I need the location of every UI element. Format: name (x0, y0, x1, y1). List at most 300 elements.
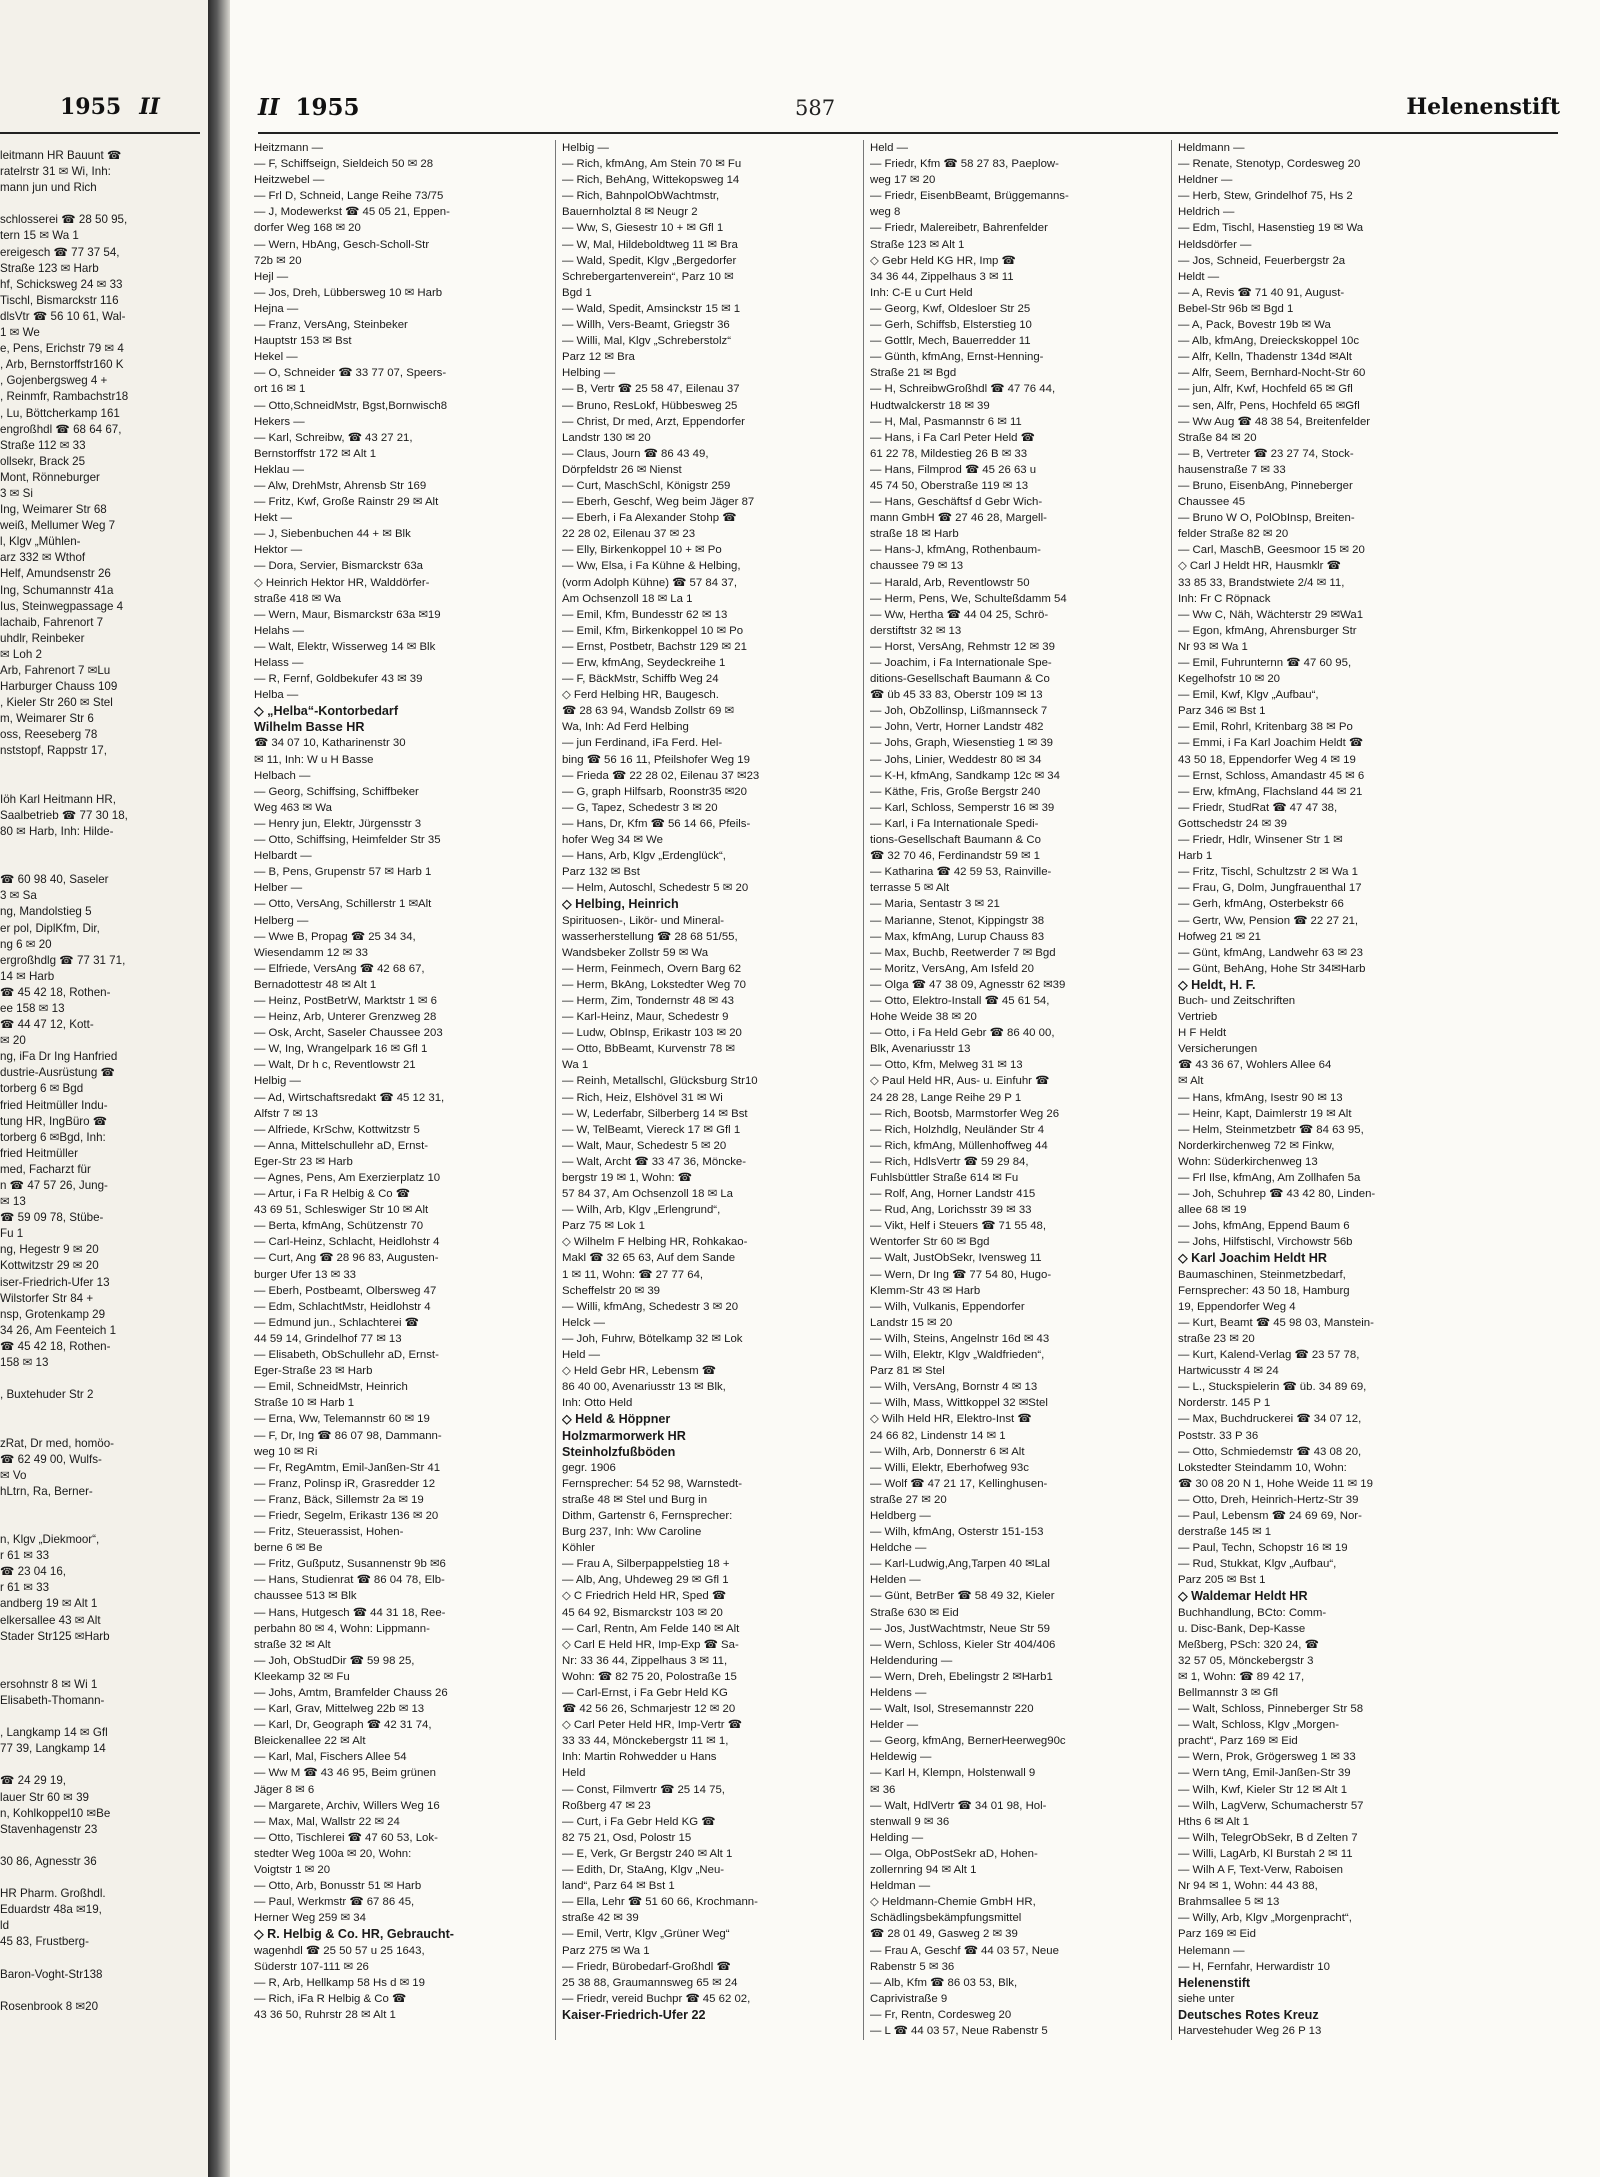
directory-entry-line: — Egon, kfmAng, Ahrensburger Str (1178, 624, 1357, 637)
directory-entry-line: ◇ Carl E Held HR, Imp-Exp ☎ Sa- (562, 1638, 739, 1651)
directory-entry-line: 57 84 37, Am Ochsenzoll 18 ✉ La (562, 1188, 734, 1201)
surname-heading: Helck — (562, 1316, 606, 1329)
directory-entry-line: mann GmbH ☎ 27 46 28, Margell- (870, 512, 1047, 525)
left-page-line: , Buxtehuder Str 2 (0, 1388, 94, 1402)
left-page-line: 1 ✉ We (0, 326, 40, 340)
directory-entry-line: — J, Siebenbuchen 44 + ✉ Blk (254, 528, 411, 541)
directory-entry-line: — Otto, BbBeamt, Kurvenstr 78 ✉ (562, 1043, 735, 1056)
left-page-line: n, Kohlkoppel10 ✉Be (0, 1806, 111, 1820)
directory-entry-line: — Alb, kfmAng, Dreieckskoppel 10c (1178, 335, 1360, 348)
directory-entry-line: — Helm, Steinmetzbetr ☎ 84 63 95, (1178, 1123, 1364, 1136)
directory-entry-line: hofer Weg 34 ✉ We (562, 834, 663, 847)
directory-entry-line: — Hans, Dr, Kfm ☎ 56 14 66, Pfeils- (562, 817, 751, 830)
directory-entry-line: ☎ 30 08 20 N 1, Hohe Weide 11 ✉ 19 (1178, 1477, 1373, 1490)
directory-entry-line: — Georg, Kwf, Oldesloer Str 25 (870, 302, 1031, 315)
directory-entry-line: Wentorfer Str 60 ✉ Bgd (870, 1236, 990, 1249)
directory-entry-line: Parz 132 ✉ Bst (562, 866, 640, 879)
left-page-line: Saalbetrieb ☎ 77 30 18, (0, 808, 128, 822)
left-page-line: ✉ Vo (0, 1468, 27, 1482)
left-page-line: ng 6 ✉ 20 (0, 937, 52, 951)
directory-entry-line: — Erna, Ww, Telemannstr 60 ✉ 19 (254, 1413, 430, 1426)
directory-entry-line: — Rich, Heiz, Elshövel 31 ✉ Wi (562, 1091, 723, 1104)
directory-entry-line: H F Heldt (1178, 1027, 1227, 1040)
directory-entry-line: ◇ Carl J Heldt HR, Hausmklr ☎ (1178, 560, 1341, 573)
surname-heading: Hekers — (254, 415, 305, 428)
directory-entry-line: 25 38 88, Graumannsweg 65 ✉ 24 (562, 1976, 738, 1989)
directory-entry-line: — Ww C, Näh, Wächterstr 29 ✉Wa1 (1178, 608, 1364, 621)
directory-entry-line: Gottschedstr 24 ✉ 39 (1178, 817, 1287, 830)
directory-entry-line: — Wilh, VersAng, Bornstr 4 ✉ 13 (870, 1381, 1038, 1394)
left-page-line: torberg 6 ✉Bgd, Inh: (0, 1130, 106, 1144)
directory-entry-line: Deutsches Rotes Kreuz (1178, 2007, 1319, 2022)
surname-heading: Helbing — (562, 367, 616, 380)
directory-entry-line: — Max, Buchdruckerei ☎ 34 07 12, (1178, 1413, 1362, 1426)
directory-entry-line: — Kurt, Kalend-Verlag ☎ 23 57 78, (1178, 1349, 1360, 1362)
directory-entry-line: — Wilh, Mass, Wittkoppel 32 ✉Stel (870, 1397, 1048, 1410)
left-page-line: ereigesch ☎ 77 37 54, (0, 245, 120, 259)
directory-entry-line: — Walt, Schloss, Pinneberger Str 58 (1178, 1703, 1364, 1716)
directory-entry-line: — Edm, Tischl, Hasenstieg 19 ✉ Wa (1178, 222, 1364, 235)
left-page-line (0, 1516, 206, 1532)
directory-entry-line: — Käthe, Fris, Große Bergstr 240 (870, 785, 1041, 798)
directory-entry-line: — W, Mal, Hildeboldtweg 11 ✉ Bra (562, 238, 738, 251)
directory-entry-line: — Heinz, PostBetrW, Marktstr 1 ✉ 6 (254, 994, 437, 1007)
directory-entry-line: ◇ Paul Held HR, Aus- u. Einfuhr ☎ (870, 1075, 1050, 1088)
directory-entry-line: — Willi, Mal, Klgv „Schreberstolz“ (562, 335, 731, 348)
directory-entry-line: — Wald, Spedit, Amsinckstr 15 ✉ 1 (562, 302, 741, 315)
directory-entry-line: — Karl, Schloss, Semperstr 16 ✉ 39 (870, 801, 1055, 814)
directory-entry-line: Schädlingsbekämpfungsmittel (870, 1912, 1022, 1925)
left-page-line (0, 1661, 206, 1677)
directory-entry-line: — Horst, VersAng, Rehmstr 12 ✉ 39 (870, 640, 1055, 653)
directory-entry-line: bergstr 19 ✉ 1, Wohn: ☎ (562, 1172, 692, 1184)
directory-entry-line: stenwall 9 ✉ 36 (870, 1815, 950, 1828)
directory-entry-line: — Elisabeth, ObSchullehr aD, Ernst- (254, 1349, 439, 1362)
directory-entry-line: — Ww, Hertha ☎ 44 04 25, Schrö- (870, 608, 1049, 621)
directory-entry-line: — Johs, Linier, Weddestr 80 ✉ 34 (870, 753, 1042, 766)
directory-entry-line: — F, Schiffseign, Sieldeich 50 ✉ 28 (254, 158, 434, 171)
directory-entry-line: — Hans, kfmAng, Isestr 90 ✉ 13 (1178, 1091, 1343, 1104)
directory-entry-line: straße 32 ✉ Alt (254, 1638, 331, 1651)
surname-heading: Heldsdörfer — (1178, 238, 1252, 251)
directory-entry-line: — Max, Buchb, Reetwerder 7 ✉ Bgd (870, 946, 1056, 959)
directory-entry-line: — Eberh, i Fa Alexander Stohp ☎ (562, 512, 737, 525)
column-divider (1171, 140, 1172, 2040)
directory-entry-line: — Kurt, Beamt ☎ 45 98 03, Manstein- (1178, 1316, 1374, 1329)
directory-entry-line: — Wern tAng, Emil-Janßen-Str 39 (1178, 1767, 1351, 1780)
left-page-line: mann jun und Rich (0, 181, 97, 195)
directory-entry-line: — Hans, i Fa Carl Peter Held ☎ (870, 431, 1035, 444)
directory-entry-line: 61 22 78, Mildestieg 26 B ✉ 33 (870, 447, 1028, 460)
directory-entry-line: ◇ Karl Joachim Heldt HR (1178, 1251, 1327, 1266)
directory-entry-line: — Carl-Heinz, Schlacht, Heidlohstr 4 (254, 1236, 440, 1249)
directory-entry-line: ☎ 43 36 67, Wohlers Allee 64 (1178, 1059, 1332, 1072)
directory-entry-line: — Herb, Stew, Grindelhof 75, Hs 2 (1178, 190, 1353, 203)
directory-entry-line: — Wern, Dr Ing ☎ 77 54 80, Hugo- (870, 1268, 1052, 1281)
left-page-line (0, 1645, 206, 1661)
left-page-line: Ius, Steinwegpassage 4 (0, 599, 124, 613)
left-page-line (0, 196, 206, 212)
directory-entry-line: — Frl D, Schneid, Lange Reihe 73/75 (254, 190, 444, 203)
directory-entry-line: 19, Eppendorfer Weg 4 (1178, 1300, 1296, 1313)
left-header-rule (0, 132, 200, 134)
surname-heading: Heldrich — (1178, 206, 1235, 219)
left-page-line (0, 1951, 206, 1967)
directory-entry-line: — Walt, Dr h c, Reventlowstr 21 (254, 1059, 416, 1072)
directory-entry-line: — Const, Filmvertr ☎ 25 14 75, (562, 1783, 725, 1796)
directory-entry-line: — Harald, Arb, Reventlowstr 50 (870, 576, 1030, 589)
header-volume: II (258, 94, 280, 121)
directory-entry-line: — B, Vertreter ☎ 23 27 74, Stock- (1178, 447, 1354, 460)
directory-entry-line: — Alfriede, KrSchw, Kottwitzstr 5 (254, 1123, 420, 1136)
directory-entry-line: — Hans, Studienrat ☎ 86 04 78, Elb- (254, 1574, 445, 1587)
surname-heading: Helbig — (254, 1075, 301, 1088)
directory-entry-line: — Friedr, Hdlr, Winsener Str 1 ✉ (1178, 834, 1343, 847)
left-page-line: Rosenbrook 8 ✉20 (0, 1999, 99, 2013)
directory-entry-line: 33 33 44, Mönckebergstr 11 ✉ 1, (562, 1735, 729, 1748)
directory-entry-line: — Wilh, kfmAng, Osterstr 151-153 (870, 1526, 1044, 1539)
directory-entry-line: — Otto, Schiffsing, Heimfelder Str 35 (254, 834, 441, 847)
facing-page-left (0, 0, 209, 2177)
left-page-line: ☎ 59 09 78, Stübe- (0, 1211, 104, 1225)
directory-entry-line: — Willi, kfmAng, Schedestr 3 ✉ 20 (562, 1300, 739, 1313)
left-page-line: 30 86, Agnesstr 36 (0, 1854, 97, 1868)
surname-heading: Hekt — (254, 512, 292, 525)
directory-entry-line: u. Disc-Bank, Dep-Kasse (1178, 1622, 1306, 1635)
directory-entry-line: — Fritz, Gußputz, Susannenstr 9b ✉6 (254, 1558, 446, 1571)
directory-entry-line: Parz 275 ✉ Wa 1 (562, 1944, 650, 1957)
left-page-line: Harburger Chauss 109 (0, 680, 118, 694)
surname-heading: Heldche — (870, 1542, 927, 1555)
directory-entry-line: Poststr. 33 P 36 (1178, 1429, 1259, 1442)
directory-entry-line: — Hans, Hutgesch ☎ 44 31 18, Ree- (254, 1606, 446, 1619)
left-page-line: ☎ 44 47 12, Kott- (0, 1018, 94, 1032)
directory-entry-line: ✉ 11, Inh: W u H Basse (254, 753, 374, 766)
directory-entry-line: — Gertr, Ww, Pension ☎ 22 27 21, (1178, 914, 1359, 927)
directory-entry-line: Straße 123 ✉ Alt 1 (870, 238, 965, 251)
directory-entry-line: — Henry jun, Elektr, Jürgensstr 3 (254, 817, 422, 830)
directory-entry-line: Brahmsallee 5 ✉ 13 (1178, 1896, 1280, 1909)
directory-entry-line: Bernstorffstr 172 ✉ Alt 1 (254, 447, 377, 460)
directory-entry-line: — G, Tapez, Schedestr 3 ✉ 20 (562, 801, 718, 814)
directory-entry-line: — Otto, Arb, Bonusstr 51 ✉ Harb (254, 1880, 422, 1893)
surname-heading: Hektor — (254, 544, 303, 557)
directory-entry-line: straße 27 ✉ 20 (870, 1493, 947, 1506)
directory-entry-line: gegr. 1906 (562, 1461, 616, 1474)
directory-entry-line: 1 ✉ 11, Wohn: ☎ 27 77 64, (562, 1268, 704, 1281)
directory-entry-line: Straße 10 ✉ Harb 1 (254, 1397, 355, 1410)
left-page-line: ng, Mandolstieg 5 (0, 905, 92, 919)
directory-entry-line: Blk, Avenariusstr 13 (870, 1043, 971, 1056)
directory-entry-line: — Ernst, Postbetr, Bachstr 129 ✉ 21 (562, 640, 747, 653)
surname-heading: Helber — (254, 882, 303, 895)
directory-entry-line: — Johs, Amtm, Bramfelder Chauss 26 (254, 1687, 448, 1699)
directory-entry-line: 22 28 02, Eilenau 37 ✉ 23 (562, 528, 696, 541)
surname-heading: Heldt — (1178, 270, 1220, 283)
directory-entry-line: — Gerh, kfmAng, Osterbekstr 66 (1178, 898, 1344, 911)
directory-entry-line: — Ad, Wirtschaftsredakt ☎ 45 12 31, (254, 1091, 445, 1104)
surname-heading: Hejna — (254, 302, 299, 315)
directory-entry-line: — Marianne, Stenot, Kippingstr 38 (870, 914, 1045, 927)
directory-entry-line: — Claus, Journ ☎ 86 43 49, (562, 447, 709, 460)
left-page-line: hf, Schicksweg 24 ✉ 33 (0, 277, 123, 291)
directory-entry-line: — Reinh, Metallschl, Glücksburg Str10 (562, 1075, 758, 1088)
directory-entry-line: — Emil, Kfm, Bundesstr 62 ✉ 13 (562, 608, 728, 621)
directory-entry-line: — B, Vertr ☎ 25 58 47, Eilenau 37 (562, 383, 740, 396)
directory-entry-line: — Joachim, i Fa Internationale Spe- (870, 657, 1052, 669)
directory-entry-line: Helenenstift (1178, 1975, 1251, 1990)
directory-entry-line: Roßberg 47 ✉ 23 (562, 1799, 651, 1812)
left-page-line: lauer Str 60 ✉ 39 (0, 1790, 89, 1804)
surname-heading: Hekel — (254, 351, 298, 364)
left-page-line: fried Heitmüller (0, 1146, 78, 1160)
directory-entry-line: Fernsprecher: 54 52 98, Warnstedt- (562, 1477, 743, 1490)
surname-heading: Hejl — (254, 270, 289, 283)
directory-entry-line: — Edmund jun., Schlachterei ☎ (254, 1316, 419, 1329)
left-page-line (0, 856, 206, 872)
left-page-line: Iöh Karl Heitmann HR, (0, 792, 116, 806)
directory-entry-line: — J, Modewerkst ☎ 45 05 21, Eppen- (254, 206, 450, 219)
directory-entry-line: Straße 84 ✉ 20 (1178, 431, 1257, 444)
left-page-line (0, 1500, 206, 1516)
surname-heading: Helba — (254, 689, 299, 702)
directory-entry-line: — Otto,SchneidMstr, Bgst,Bornwisch8 (254, 399, 448, 412)
directory-entry-line: straße 48 ✉ Stel und Burg in (562, 1493, 708, 1506)
directory-entry-line: — Walt, Archt ☎ 33 47 36, Mönckе- (562, 1155, 747, 1168)
directory-entry-line: Spirituosen-, Likör- und Mineral- (562, 914, 725, 927)
left-page-line (0, 1709, 206, 1725)
directory-entry-line: Parz 205 ✉ Bst 1 (1178, 1574, 1266, 1587)
directory-entry-line: ◇ Heldt, H. F. (1178, 977, 1256, 992)
left-header-year: 1955 (60, 94, 122, 120)
directory-entry-line: — H, Fernfahr, Herwardistr 10 (1178, 1960, 1330, 1973)
directory-entry-line: perbahn 80 ✉ 4, Wohn: Lippmann- (254, 1622, 430, 1635)
left-page-line: lachaib, Fahrenort 7 (0, 615, 104, 629)
left-page-line: Ing, Schumannstr 41a (0, 583, 114, 597)
left-page-line: 45 83, Frustberg- (0, 1935, 89, 1949)
left-page-line: iser-Friedrich-Ufer 13 (0, 1275, 110, 1289)
surname-heading: Helbig — (562, 142, 609, 154)
directory-entry-line: — Rich, BehAng, Wittekopsweg 14 (562, 174, 740, 187)
directory-entry-line: Bleickenallee 22 ✉ Alt (254, 1735, 366, 1748)
directory-entry-line: straße 23 ✉ 20 (1178, 1332, 1255, 1345)
directory-entry-line: Hofweg 21 ✉ 21 (1178, 930, 1261, 943)
directory-entry-line: — Frau A, Silberpappelstieg 18 + (562, 1558, 730, 1571)
directory-entry-line: Norderkirchenweg 72 ✉ Finkw, (1178, 1139, 1335, 1152)
directory-entry-line: 24 28 28, Lange Reihe 29 P 1 (870, 1091, 1022, 1104)
left-page-line: Helf, Amundsenstr 26 (0, 567, 111, 581)
directory-entry-line: — G, graph Hilfsarb, Roonstr35 ✉20 (562, 785, 747, 798)
directory-entry-line: — W, Ing, Wrangelpark 16 ✉ Gfl 1 (254, 1043, 428, 1056)
directory-entry-line: — Friedr, StudRat ☎ 47 47 38, (1178, 801, 1338, 814)
directory-entry-line: ✉ 36 (870, 1783, 896, 1796)
surname-heading: Helding — (870, 1831, 924, 1844)
directory-entry-line: Holzmarmorwerk HR (562, 1428, 686, 1443)
directory-entry-line: ◇ Carl Peter Held HR, Imp-Vertr ☎ (562, 1719, 742, 1732)
directory-entry-line: Baumaschinen, Steinmetzbedarf, (1178, 1268, 1346, 1281)
directory-entry-line: ◇ Wilhelm F Helbing HR, Rohkakao- (562, 1236, 748, 1249)
left-page-line: zRat, Dr med, homöo- (0, 1436, 115, 1450)
directory-entry-line: Inh: Martin Rohwedder u Hans (562, 1751, 717, 1764)
directory-entry-line: — Karl H, Klempn, Holstenwall 9 (870, 1767, 1036, 1780)
directory-entry-line: — W, TelBeamt, Viereck 17 ✉ Gfl 1 (562, 1123, 741, 1136)
directory-entry-line: Landstr 15 ✉ 20 (870, 1316, 953, 1329)
directory-entry-line: — Georg, kfmAng, BernerHeerweg90c (870, 1735, 1066, 1748)
directory-entry-line: — Ludw, ObInsp, Erikastr 103 ✉ 20 (562, 1027, 742, 1040)
directory-entry-line: — O, Schneider ☎ 33 77 07, Speers- (254, 367, 447, 380)
directory-entry-line: — Karl, Mal, Fischers Allee 54 (254, 1751, 407, 1764)
surname-heading: Helbardt — (254, 850, 312, 863)
left-page-line: ☎ 23 04 16, (0, 1565, 67, 1579)
directory-entry-line: Straße 21 ✉ Bgd (870, 367, 957, 380)
directory-entry-line: — Günt, BetrBer ☎ 58 49 32, Kieler (870, 1590, 1055, 1603)
directory-entry-line: 43 36 50, Ruhrstr 28 ✉ Alt 1 (254, 2008, 396, 2021)
directory-entry-line: — Herm, Pens, We, Schulteßdamm 54 (870, 592, 1067, 605)
directory-entry-line: Kleekamp 32 ✉ Fu (254, 1670, 350, 1683)
left-page-line: ✉ 13 (0, 1195, 26, 1209)
directory-entry-line: — Willi, LagArb, Kl Burstah 2 ✉ 11 (1178, 1847, 1353, 1860)
left-page-text (0, 148, 206, 2015)
directory-entry-line: — Ernst, Schloss, Amandastr 45 ✉ 6 (1178, 769, 1365, 782)
directory-entry-line: zollernring 94 ✉ Alt 1 (870, 1864, 977, 1877)
directory-entry-line: ◇ Gebr Held KG HR, Imp ☎ (870, 254, 1016, 267)
left-page-line (0, 1371, 206, 1387)
directory-entry-line: — Paul, Techn, Schopstr 16 ✉ 19 (1178, 1542, 1348, 1555)
directory-entry-line: Weg 463 ✉ Wa (254, 801, 332, 814)
directory-entry-line: — Joh, Fuhrw, Bötelkamp 32 ✉ Lok (562, 1332, 743, 1345)
directory-entry-line: Landstr 130 ✉ 20 (562, 431, 651, 444)
directory-entry-line: ◇ Held & Höppner (562, 1412, 671, 1427)
directory-entry-line: Parz 12 ✉ Bra (562, 351, 635, 364)
section-heading: Helenenstift (1406, 94, 1560, 120)
left-page-line: e, Pens, Erichstr 79 ✉ 4 (0, 342, 124, 356)
directory-entry-line: — Alfr, Kelln, Thadenstr 134d ✉Alt (1178, 351, 1352, 364)
directory-entry-line: — Bruno, EisenbAng, Pinneberger (1178, 479, 1353, 492)
directory-entry-line: — jun, Alfr, Kwf, Hochfeld 65 ✉ Gfl (1178, 383, 1353, 396)
directory-entry-line: — Emil, Kfm, Birkenkoppel 10 ✉ Po (562, 624, 744, 637)
directory-entry-line: Parz 75 ✉ Lok 1 (562, 1220, 645, 1233)
directory-entry-line: — Joh, ObStudDir ☎ 59 98 25, (254, 1654, 415, 1667)
directory-entry-line: ☎ 42 56 26, Schmarjestr 12 ✉ 20 (562, 1703, 736, 1716)
directory-entry-line: derstiftstr 32 ✉ 13 (870, 624, 962, 637)
directory-entry-line: Dithm, Gartenstr 6, Fernsprecher: (562, 1509, 733, 1522)
directory-entry-line: Inh: Fr C Röpnack (1178, 592, 1271, 605)
directory-entry-line: — Curt, MaschSchl, Königstr 259 (562, 479, 731, 492)
left-page-line (0, 776, 206, 792)
left-page-line: r 61 ✉ 33 (0, 1549, 50, 1563)
directory-entry-line: stedter Weg 100a ✉ 20, Wohn: (254, 1847, 412, 1860)
directory-entry-line: — Otto, Schmiedemstr ☎ 43 08 20, (1178, 1445, 1362, 1458)
surname-heading: Helberg — (254, 914, 309, 927)
directory-entry-line: — Wilh, Arb, Klgv „Erlengrund“, (562, 1204, 721, 1217)
directory-entry-line: — Günth, kfmAng, Ernst-Henning- (870, 351, 1044, 364)
directory-entry-line: — Friedr, EisenbBeamt, Brüggemanns- (870, 190, 1069, 203)
directory-entry-line: Buchhandlung, BCto: Comm- (1178, 1606, 1327, 1619)
column-divider (863, 140, 864, 2040)
directory-entry-line: Köhler (562, 1542, 595, 1555)
directory-entry-line: — Walt, Schloss, Klgv „Morgen- (1178, 1719, 1339, 1732)
left-page-line (0, 1870, 206, 1886)
surname-heading: Heitzwebel — (254, 174, 325, 187)
directory-entry-line: — Fr, RegAmtm, Emil-Janßen-Str 41 (254, 1461, 441, 1474)
surname-heading: Helass — (254, 657, 304, 669)
directory-entry-line: — Hans-J, kfmAng, Rothenbaum- (870, 544, 1041, 557)
left-page-line: uhdlr, Reinbeker (0, 631, 85, 645)
directory-entry-line: Süderstr 107-111 ✉ 26 (254, 1960, 369, 1973)
directory-entry-line: 45 74 50, Oberstraße 119 ✉ 13 (870, 479, 1029, 492)
directory-entry-line: Dörpfeldstr 26 ✉ Nienst (562, 463, 682, 476)
directory-entry-line: ◇ Waldemar Heldt HR (1178, 1589, 1308, 1604)
directory-column-4 (1178, 140, 1470, 2100)
directory-entry-line: Hartwicusstr 4 ✉ 24 (1178, 1365, 1279, 1378)
directory-entry-line: — Rich, Bootsb, Marmstorfer Weg 26 (870, 1107, 1060, 1120)
directory-entry-line: — Emil, Fuhrunternn ☎ 47 60 95, (1178, 657, 1352, 669)
directory-entry-line: Jäger 8 ✉ 6 (254, 1783, 315, 1796)
left-page-line: hLtrn, Ra, Berner- (0, 1484, 93, 1498)
left-page-line: tern 15 ✉ Wa 1 (0, 229, 79, 243)
directory-entry-line: 43 50 18, Eppendorfer Weg 4 ✉ 19 (1178, 753, 1356, 766)
left-page-line: ersohnstr 8 ✉ Wi 1 (0, 1677, 98, 1691)
left-page-line: , Reinmfr, Rambachstr18 (0, 390, 129, 404)
left-page-line: Stavenhagenstr 23 (0, 1822, 98, 1836)
directory-entry-line: — Wilh, LagVerw, Schumacherstr 57 (1178, 1799, 1364, 1812)
directory-entry-line: Wohn: ☎ 82 75 20, Polostraße 15 (562, 1670, 737, 1683)
directory-entry-line: Vertrieb (1178, 1011, 1218, 1024)
directory-entry-line: — Paul, Lebensm ☎ 24 69 69, Nor- (1178, 1509, 1362, 1522)
directory-entry-line: Klemm-Str 43 ✉ Harb (870, 1284, 981, 1297)
directory-entry-line: Wa 1 (562, 1059, 589, 1072)
directory-entry-line: Wiesendamm 12 ✉ 33 (254, 946, 369, 959)
left-page-line: arz 332 ✉ Wthof (0, 551, 86, 565)
directory-entry-line: Hauptstr 153 ✉ Bst (254, 335, 352, 348)
directory-entry-line: weg 10 ✉ Ri (254, 1445, 318, 1458)
surname-heading: Heldenduring — (870, 1654, 953, 1667)
directory-entry-line: — Willh, Vers-Beamt, Griegstr 36 (562, 319, 730, 332)
left-page-line: torberg 6 ✉ Bgd (0, 1082, 84, 1096)
directory-entry-line: Norderstr. 145 P 1 (1178, 1397, 1271, 1410)
directory-entry-line: Versicherungen (1178, 1043, 1258, 1056)
directory-entry-line: — Walt, JustObSekr, Ivensweg 11 (870, 1252, 1042, 1265)
directory-entry-line: chaussee 79 ✉ 13 (870, 560, 964, 573)
directory-entry-line: — Bruno W O, PolObInsp, Breiten- (1178, 512, 1355, 525)
directory-entry-line: — Margarete, Archiv, Willers Weg 16 (254, 1799, 440, 1812)
directory-entry-line: derstraße 145 ✉ 1 (1178, 1526, 1272, 1539)
surname-heading: Held — (562, 1349, 600, 1362)
left-page-line: ☎ 45 42 18, Rothen- (0, 1339, 111, 1353)
directory-entry-line: — Ww, Elsa, i Fa Kühne & Helbing, (562, 560, 741, 573)
directory-entry-line: — Rich, iFa R Helbig & Co ☎ (254, 1992, 407, 2005)
directory-entry-line: ☎ 32 70 46, Ferdinandstr 59 ✉ 1 (870, 850, 1041, 863)
left-page-line: tung HR, IngBüro ☎ (0, 1114, 108, 1128)
surname-heading: Heldner — (1178, 174, 1233, 187)
directory-entry-line: — L., Stuckspielerin ☎ üb. 34 89 69, (1178, 1381, 1367, 1394)
directory-entry-line: — Karl, Dr, Geograph ☎ 42 31 74, (254, 1719, 432, 1732)
directory-entry-line: — Rich, HdlsVertr ☎ 59 29 84, (870, 1155, 1029, 1168)
directory-entry-line: — L ☎ 44 03 57, Neue Rabenstr 5 (870, 2024, 1048, 2037)
directory-entry-line: Kegelhofstr 10 ✉ 20 (1178, 673, 1280, 686)
directory-entry-line: — Helm, Autoschl, Schedestr 5 ✉ 20 (562, 882, 749, 895)
directory-entry-line: — Wilh, Arb, Donnerstr 6 ✉ Alt (870, 1445, 1025, 1458)
left-page-line: ☎ 62 49 00, Wulfs- (0, 1452, 102, 1466)
left-page-line: 158 ✉ 13 (0, 1356, 49, 1370)
surname-heading: Helden — (870, 1574, 921, 1587)
directory-entry-line: — Carl-Ernst, i Fa Gebr Held KG (562, 1687, 728, 1699)
directory-entry-line: — Günt, BehAng, Hohe Str 34✉Harb (1178, 962, 1366, 975)
directory-entry-line: Bellmannstr 3 ✉ Gfl (1178, 1687, 1279, 1699)
directory-entry-line: ☎ üb 45 33 83, Oberstr 109 ✉ 13 (870, 689, 1043, 702)
directory-entry-line: — F, Dr, Ing ☎ 86 07 98, Dammann- (254, 1429, 442, 1442)
left-page-line: med, Facharzt für (0, 1162, 91, 1176)
